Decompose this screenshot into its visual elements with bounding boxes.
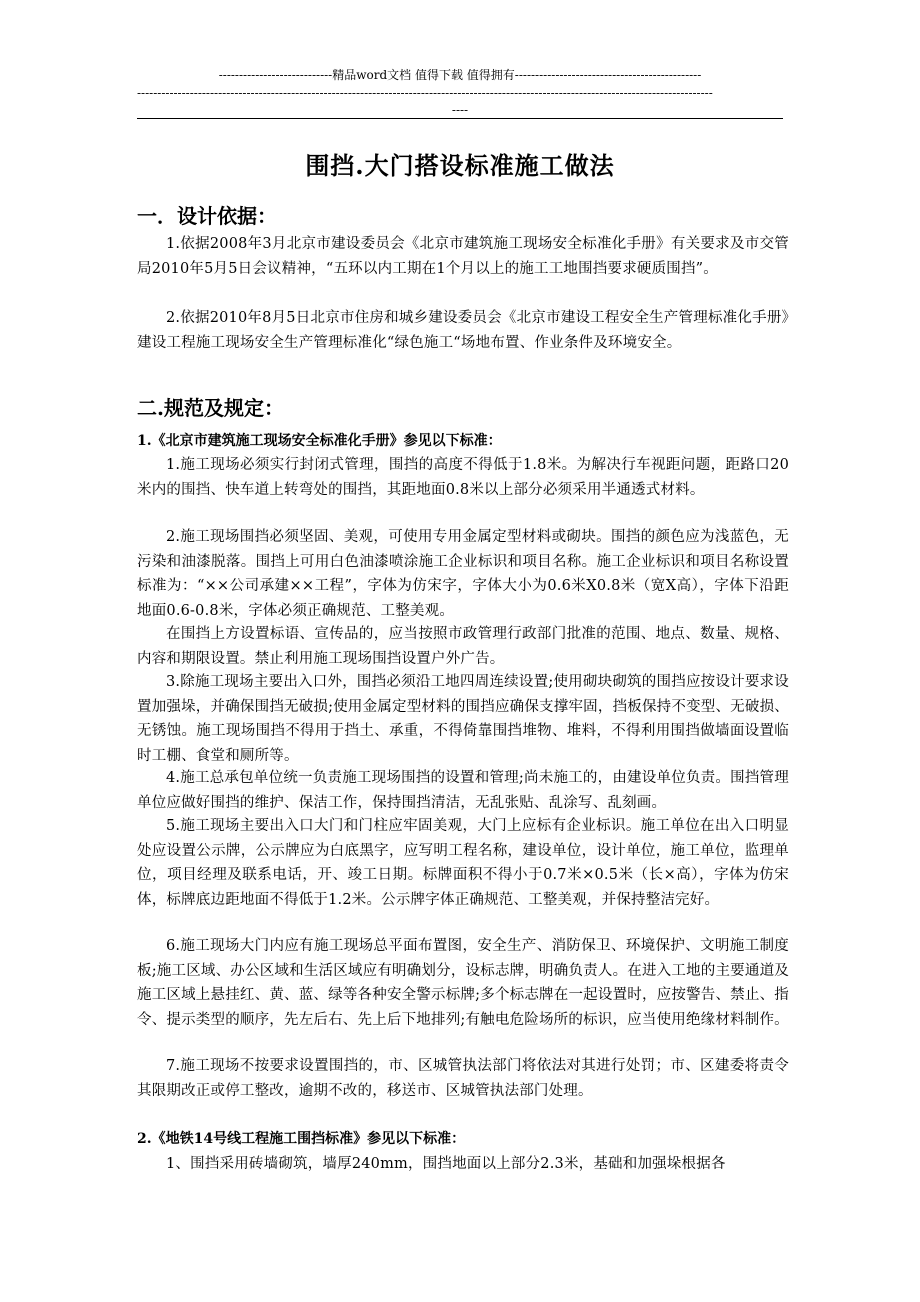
paragraph: 2.依据2010年8月5日北京市住房和城乡建设委员会《北京市建设工程安全生产管理标准化手册》建设工程施工现场安全生产管理标准化“绿色施工“场地布置、作业条件及环境安全。 [137, 310, 789, 351]
paragraph: 5.施工现场主要出入口大门和门柱应牢固美观，大门上应标有企业标识。施工单位在出入口明显处应设置公示牌，公示牌应为白底黑字，应写明工程名称，建设单位，设计单位，施工单位，监理单位，项目经理及联系电话，开、竣工日期。标牌面积不得小于0.7米×0.5米（长×高），字体为仿宋体，标牌底边距地面不得低于1.2米。公示牌字体正确规范、工整美观，并保持整洁完好。 [137, 818, 789, 908]
paragraph: 3.除施工现场主要出入口外，围挡必须沿工地四周连续设置;使用砌块砌筑的围挡应按设计要求设置加强垛，并确保围挡无破损;使用金属定型材料的围挡应确保支撑牢固，挡板保持不变型、无破损、无锈蚀。施工现场围挡不得用于挡土、承重，不得倚靠围挡堆物、堆料，不得利用围挡做墙面设置临时工棚、食堂和厕所等。 [137, 674, 789, 764]
section-heading-design-basis: 一．设计依据： [137, 204, 277, 228]
paragraph: 1、围挡采用砖墙砌筑，墙厚240mm，围挡地面以上部分2.3米，基础和加强垛根据各 [166, 1156, 726, 1172]
paragraph: 2.施工现场围挡必须坚固、美观，可使用专用金属定型材料或砌块。围挡的颜色应为浅蓝色，无污染和油漆脱落。围挡上可用白色油漆喷涂施工企业标识和项目名称。施工企业标识和项目名称设置标准为：“××公司承建××工程”，字体为仿宋字，字体大小为0.6米X0.8米（宽X高），字体下沿距地面0.6-0.8米，字体必须正确规范、工整美观。 [137, 529, 789, 619]
subsection-heading-beijing-manual: 1.《北京市建筑施工现场安全标准化手册》参见以下标准： [137, 433, 502, 449]
section-heading-specifications: 二.规范及规定： [137, 396, 284, 420]
header-banner-line: ----------------------------精品word文档 值得下载 值得拥有---------------------------------------------- [218, 68, 702, 82]
paragraph: 在围挡上方设置标语、宣传品的，应当按照市政管理行政部门批准的范围、地点、数量、规格、内容和期限设置。禁止利用施工现场围挡设置户外广告。 [137, 626, 789, 667]
paragraph: 4.施工总承包单位统一负责施工现场围挡的设置和管理;尚未施工的，由建设单位负责。围挡管理单位应做好围挡的维护、保洁工作，保持围挡清洁，无乱张贴、乱涂写、乱刻画。 [137, 770, 789, 811]
paragraph: 6.施工现场大门内应有施工现场总平面布置图，安全生产、消防保卫、环境保护、文明施工制度板;施工区域、办公区域和生活区域应有明确划分，设标志牌，明确负责人。在进入工地的主要通道及施工区域上悬挂红、黄、蓝、绿等各种安全警示标牌;多个标志牌在一起设置时，应按警告、禁止、指令、提示类型的顺序，先左后右、先上后下地排列;有触电危险场所的标识，应当使用绝缘材料制作。 [137, 938, 789, 1028]
paragraph: 1.施工现场必须实行封闭式管理，围挡的高度不得低于1.8米。为解决行车视距问题，距路口20米内的围挡、快车道上转弯处的围挡，其距地面0.8米以上部分必须采用半通透式材料。 [137, 457, 789, 498]
paragraph: 7.施工现场不按要求设置围挡的，市、区城管执法部门将依法对其进行处罚；市、区建委将责令其限期改正或停工整改，逾期不改的，移送市、区城管执法部门处理。 [137, 1058, 789, 1099]
document-title: 围挡.大门搭设标准施工做法 [305, 151, 615, 180]
paragraph: 1.依据2008年3月北京市建设委员会《北京市建筑施工现场安全标准化手册》有关要求及市交管局2010年5月5日会议精神，“五环以内工期在1个月以上的施工工地围挡要求硬质围挡”。 [137, 236, 789, 277]
subsection-heading-line14-standard: 2.《地铁14号线工程施工围挡标准》参见以下标准： [137, 1131, 466, 1147]
header-dash-line: ---------------------------------------------------------------------------------------------------------------------------------------------- [137, 86, 713, 100]
header-dash-tail: ---- [451, 103, 469, 117]
header-rule [137, 118, 783, 119]
